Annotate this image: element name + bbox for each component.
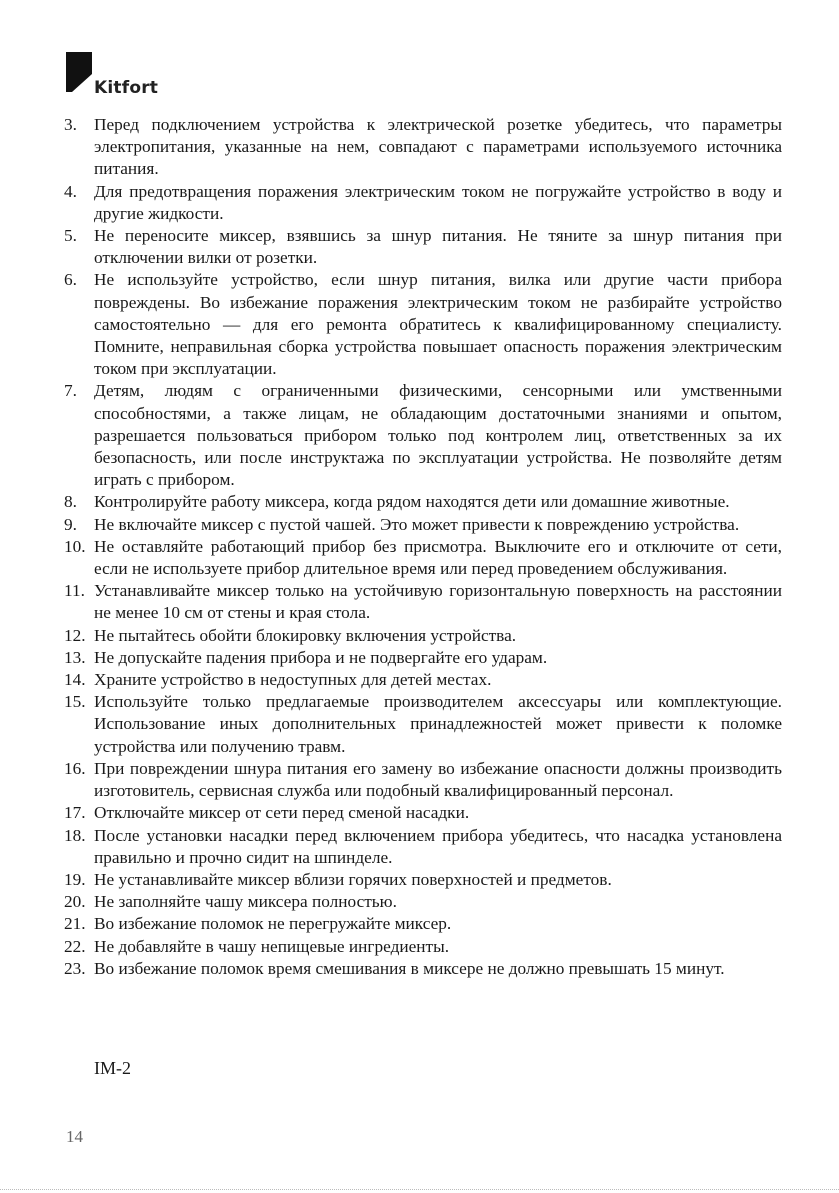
item-text: Устанавливайте миксер только на устойчивую горизонтальную поверхность на расстоянии не менее 10 см от стены и края стола. [94, 581, 782, 623]
item-text: После установки насадки перед включением прибора убедитесь, что насадка установлена правильно и прочно сидит на шпинделе. [94, 825, 782, 867]
list-item [64, 958, 782, 980]
item-number: 20. [64, 892, 86, 912]
list-item [64, 380, 782, 491]
item-number: 5. [64, 226, 77, 246]
item-text: Не заполняйте чашу миксера полностью. [94, 892, 397, 912]
kitfort-logo-mark-icon [66, 52, 92, 92]
item-text: Не используйте устройство, если шнур питания, вилка или другие части прибора повреждены. Во избежание поражения электрическим током не разбирайте устройство самостоятельно — для его ремонта обратитесь к квалифицированному специалисту. Помните, неправильная сборка устройства повышает опасность поражения электрическим током при эксплуатации. [94, 270, 782, 379]
item-text: Во избежание поломок время смешивания в миксере не должно превышать 15 минут. [94, 958, 725, 978]
item-number: 4. [64, 181, 77, 201]
list-item [64, 514, 782, 536]
list-item [64, 825, 782, 869]
item-number: 8. [64, 492, 77, 512]
item-text: Не допускайте падения прибора и не подвергайте его ударам. [94, 647, 548, 667]
item-text: Контролируйте работу миксера, когда рядом находятся дети или домашние животные. [94, 492, 730, 512]
item-number: 16. [64, 758, 86, 778]
list-item [64, 536, 782, 580]
list-item [64, 758, 782, 802]
list-item [64, 491, 782, 513]
item-number: 12. [64, 625, 86, 645]
item-number: 13. [64, 647, 86, 667]
item-text: Не оставляйте работающий прибор без присмотра. Выключите его и отключите от сети, если не используете прибор длительное время или перед проведением обслуживания. [94, 536, 782, 579]
item-number: 6. [64, 270, 77, 290]
item-text: Не включайте миксер с пустой чашей. Это может привести к повреждению устройства. [94, 514, 740, 534]
brand-name: Kitfort [94, 78, 159, 98]
item-number: 11. [64, 581, 85, 601]
item-number: 9. [64, 514, 77, 534]
list-item [64, 647, 782, 669]
item-number: 14. [64, 670, 86, 690]
item-text: При повреждении шнура питания его замену во избежание опасности должны производить изготовитель, сервисная служба или подобный квалифицированный персонал. [94, 758, 782, 801]
list-item [64, 580, 782, 624]
model-code: IM-2 [94, 1058, 131, 1078]
list-item [64, 225, 782, 269]
item-text: Не переносите миксер, взявшись за шнур питания. Не тяните за шнур питания при отключении вилки от розетки. [94, 226, 782, 268]
item-number: 18. [64, 825, 86, 845]
list-item [64, 181, 782, 225]
list-item [64, 802, 782, 824]
item-text: Используйте только предлагаемые производителем аксессуары или комплектующие. Использование иных дополнительных принадлежностей может привести к поломке устройства или получению травм. [94, 692, 782, 756]
list-item [64, 269, 782, 380]
item-number: 17. [64, 803, 86, 823]
item-number: 15. [64, 692, 86, 712]
item-number: 10. [64, 536, 86, 556]
item-text: Перед подключением устройства к электрической розетке убедитесь, что параметры электропитания, указанные на нем, совпадают с параметрами используемого источника питания. [94, 115, 782, 179]
item-number: 23. [64, 958, 86, 978]
item-number: 7. [64, 381, 77, 401]
list-item [64, 891, 782, 913]
list-item [64, 691, 782, 758]
item-text: Отключайте миксер от сети перед сменой насадки. [94, 803, 470, 823]
item-text: Храните устройство в недоступных для детей местах. [94, 670, 492, 690]
list-item [64, 913, 782, 935]
item-text: Не добавляйте в чашу непищевые ингредиенты. [94, 936, 450, 956]
item-number: 21. [64, 914, 86, 934]
list-item [64, 869, 782, 891]
item-text: Детям, людям с ограниченными физическими, сенсорными или умственными способностями, а также лицам, не обладающим достаточными знаниями и опытом, разрешается пользоваться прибором только под контролем лиц, ответственных за их безопасность, или после инструктажа по эксплуатации устройства. Не позволяйте детям играть с прибором. [94, 381, 782, 490]
list-item [64, 936, 782, 958]
item-text: Не устанавливайте миксер вблизи горячих поверхностей и предметов. [94, 869, 612, 889]
page-number: 14 [66, 1127, 83, 1146]
item-number: 19. [64, 869, 86, 889]
list-item [64, 669, 782, 691]
item-text: Не пытайтесь обойти блокировку включения устройства. [94, 625, 517, 645]
item-number: 22. [64, 936, 86, 956]
item-text: Для предотвращения поражения электрическим током не погружайте устройство в воду и другие жидкости. [94, 181, 782, 223]
list-item [64, 114, 782, 181]
bottom-divider [0, 1189, 839, 1190]
item-text: Во избежание поломок не перегружайте миксер. [94, 914, 452, 934]
item-number: 3. [64, 115, 77, 134]
list-item [64, 625, 782, 647]
safety-instructions-list [64, 114, 782, 980]
